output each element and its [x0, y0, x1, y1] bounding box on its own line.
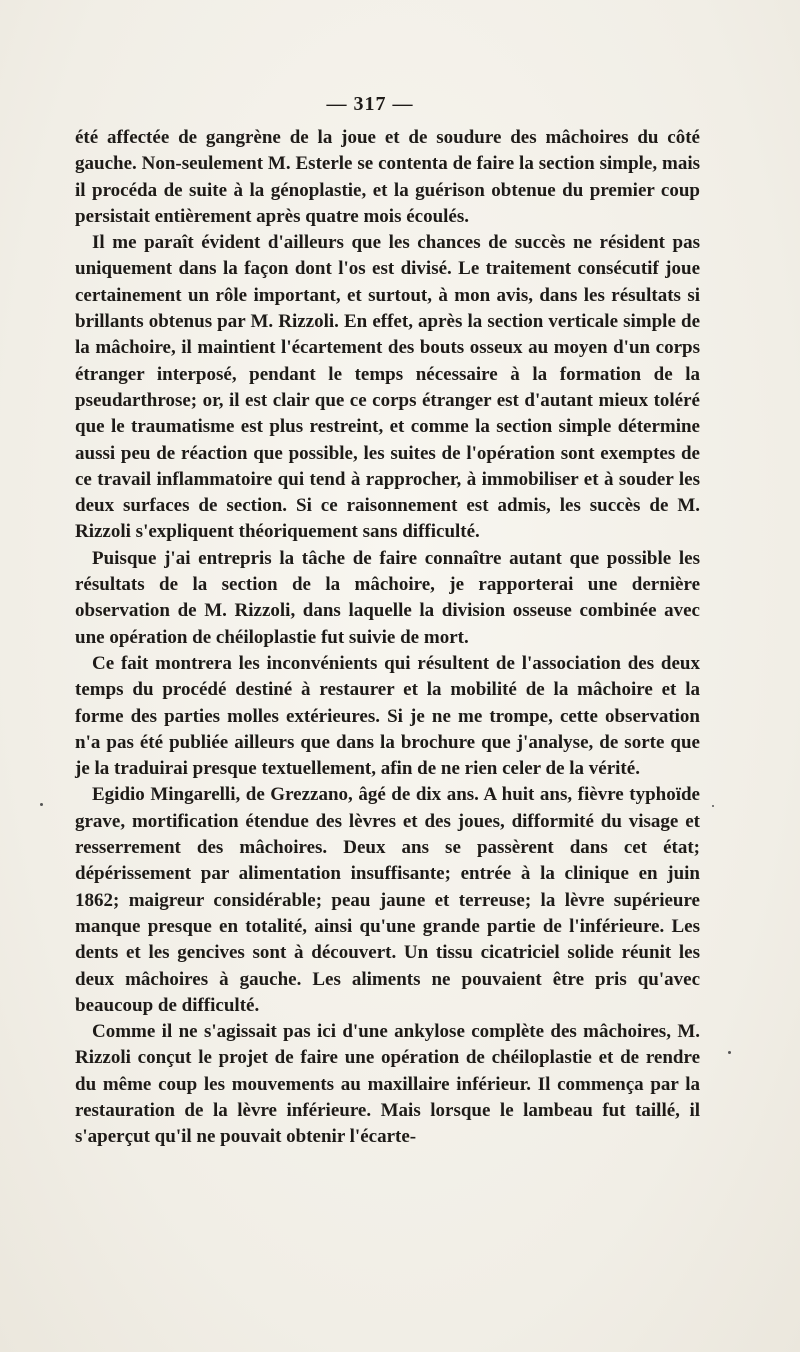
paragraph-3: Puisque j'ai entrepris la tâche de faire connaître autant que possible les résultats de la section de la mâchoire, je rapporterai une dernière observation de M. Rizzoli, dans laquelle la division osseuse combinée avec une opération de chéiloplastie fut suivie de mort. [75, 547, 700, 648]
ink-speck [712, 805, 714, 807]
body-text [75, 125, 700, 1151]
paragraph-6: Comme il ne s'agissait pas ici d'une ankylose complète des mâchoires, M. Rizzoli conçut le projet de faire une opération de chéiloplastie et de rendre du même coup les mouvements au maxillaire inférieur. Il commença par la restauration de la lèvre inférieure. Mais lorsque le lambeau fut taillé, il s'aperçut qu'il ne pouvait obtenir l'écarte- [75, 1021, 700, 1148]
ink-speck [40, 803, 43, 806]
paragraph-2: Il me paraît évident d'ailleurs que les chances de succès ne résident pas uniquement dans la façon dont l'os est divisé. Le traitement consécutif joue certainement un rôle important, et surtout, à mon avis, dans les résultats si brillants obtenus par M. Rizzoli. En effet, après la section verticale simple de la mâchoire, il maintient l'écartement des bouts osseux au moyen d'un corps étranger interposé, pendant le temps nécessaire à la formation de la pseudarthrose; or, il est clair que ce corps étranger est d'autant mieux toléré que le traumatisme est plus restreint, et comme la section simple détermine aussi peu de réaction que possible, les suites de l'opération sont exemptes de ce travail inflammatoire qui tend à rapprocher, à immobiliser et à souder les deux surfaces de section. Si ce raisonnement est admis, les succès de M. Rizzoli s'expliquent théoriquement sans difficulté. [75, 232, 700, 543]
page-number: — 317 — [326, 93, 414, 115]
paragraph-1: été affectée de gangrène de la joue et de soudure des mâchoires du côté gauche. Non-seulement M. Esterle se contenta de faire la section simple, mais il procéda de suite à la génoplastie, et la guérison obtenue du premier coup persistait entièrement après quatre mois écoulés. [75, 127, 700, 227]
ink-speck [728, 1051, 731, 1054]
paragraph-5: Egidio Mingarelli, de Grezzano, âgé de dix ans. A huit ans, fièvre typhoïde grave, mortification étendue des lèvres et des joues, difformité du visage et resserrement des mâchoires. Deux ans se passèrent dans cet état; dépérissement par alimentation insuffisante; entrée à la clinique en juin 1862; maigreur considérable; peau jaune et terreuse; la lèvre supérieure manque presque en totalité, ainsi qu'une grande partie de l'inférieure. Les dents et les gencives sont à découvert. Un tissu cicatriciel solide réunit les deux mâchoires à gauche. Les aliments ne pouvaient être pris qu'avec beaucoup de difficulté. [75, 784, 700, 1016]
paragraph-4: Ce fait montrera les inconvénients qui résultent de l'association des deux temps du procédé destiné à restaurer et la mobilité de la mâchoire et la forme des parties molles extérieures. Si je ne me trompe, cette observation n'a pas été publiée ailleurs que dans la brochure que j'analyse, de sorte que je la traduirai presque textuellement, afin de ne rien celer de la vérité. [75, 652, 700, 780]
